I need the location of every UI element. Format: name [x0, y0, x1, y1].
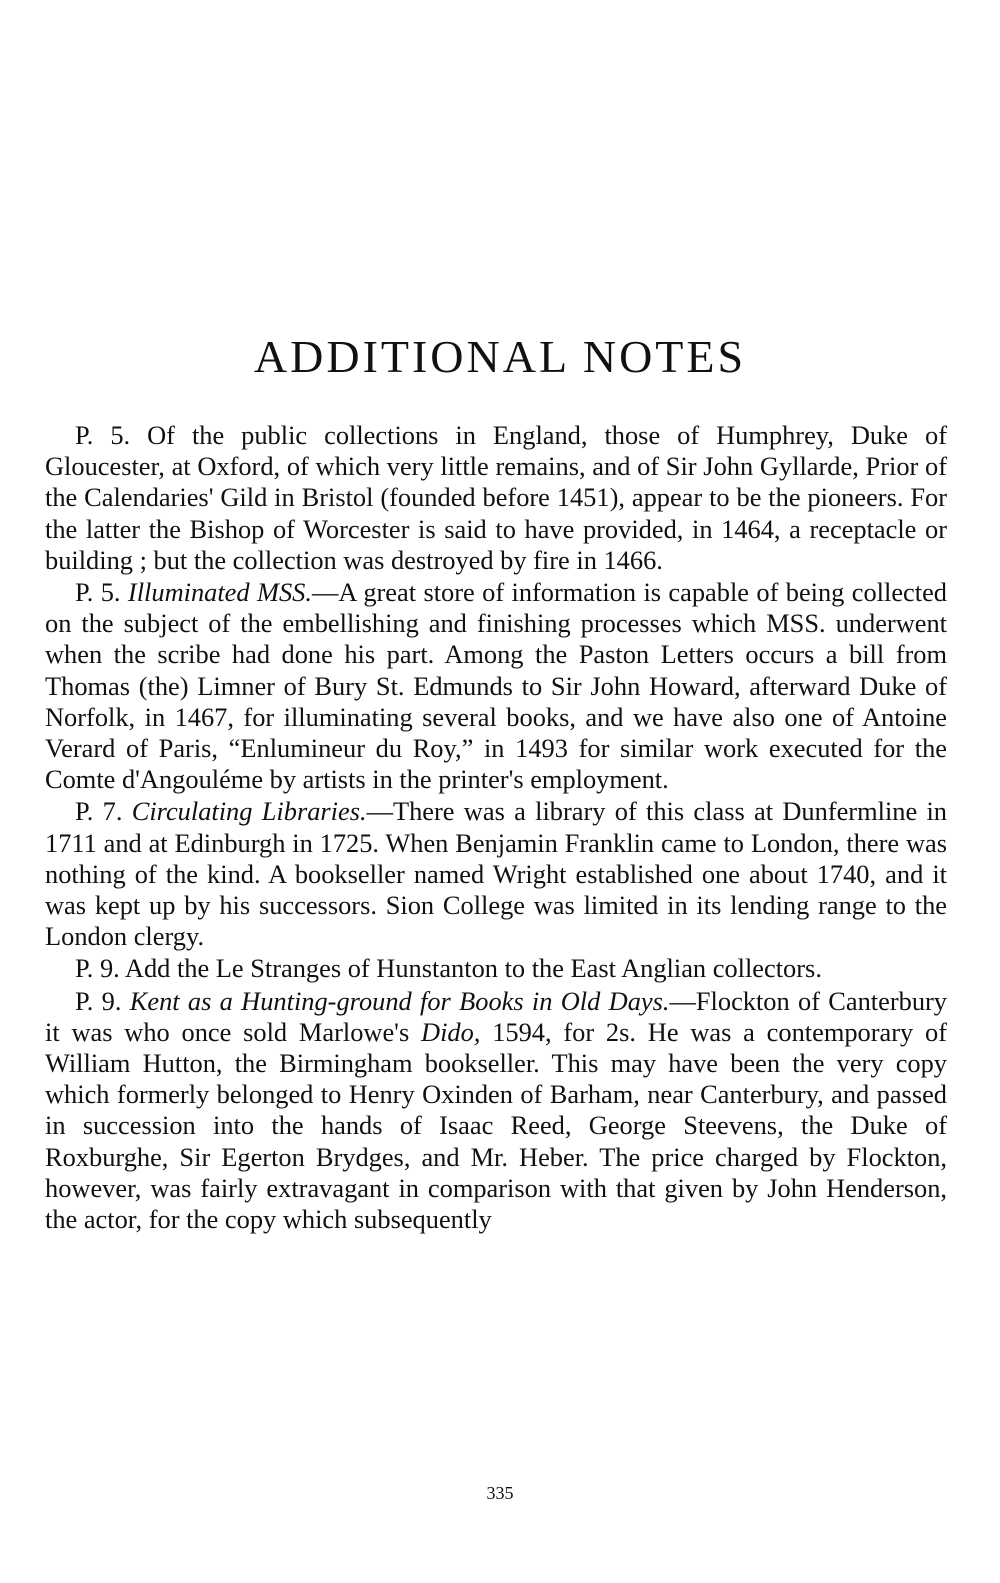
note-paragraph [45, 420, 947, 576]
note-text: —Flockton of Canterbury it was who once sold Marlowe's [45, 985, 947, 1047]
note-paragraph [45, 953, 947, 984]
note-ref: P. 9. [75, 985, 122, 1016]
note-paragraph [45, 796, 947, 952]
notes-body [45, 420, 947, 1236]
page-number: 335 [486, 1483, 514, 1503]
note-paragraph [45, 986, 947, 1236]
note-text: —A great store of information is capable of being collected on the subject of the embellishing and finishing processes which MSS. underwent when the scribe had done his part. Among the Paston Letters occurs a bill from Thomas (the) Limner of Bury St. Edmunds to Sir John Howard, afterward Duke of Norfolk, in 1467, for illuminating several books, and we have also one of Antoine Verard of Paris, “Enlumineur du Roy,” in 1493 for similar work executed for the Comte d'Angouléme by artists in the printer's employment. [45, 577, 947, 795]
page-title: ADDITIONAL NOTES [253, 331, 747, 382]
note-italic-title: Dido, [421, 1016, 481, 1047]
note-paragraph [45, 577, 947, 795]
note-ref: P. 7. [75, 796, 123, 827]
note-text: Add the Le Stranges of Hunstanton to the East Anglian collectors. [124, 953, 822, 984]
note-text: 1594, for 2s. He was a contemporary of William Hutton, the Birmingham bookseller. This may have been the very copy which formerly belonged to Henry Oxinden of Barham, near Canterbury, and passed in succession into the hands of Isaac Reed, George Steevens, the Duke of Roxburghe, Sir Egerton Brydges, and Mr. Heber. The price charged by Flockton, however, was fairly extravagant in comparison with that given by John Henderson, the actor, for the copy which subsequently [45, 1016, 948, 1235]
note-topic: Kent as a Hunting-ground for Books in Old Days. [129, 985, 670, 1016]
note-text: —There was a library of this class at Dunfermline in 1711 and at Edinburgh in 1725. When Benjamin Franklin came to London, there was nothing of the kind. A bookseller named Wright established one about 1740, and it was kept up by his successors. Sion College was limited in its lending range to the London clergy. [45, 796, 947, 952]
note-ref: P. 9. [75, 953, 120, 984]
note-ref: P. 5. [75, 420, 131, 450]
note-topic: Illuminated MSS. [127, 577, 312, 608]
note-ref: P. 5. [75, 577, 121, 608]
note-topic: Circulating Libraries. [131, 796, 367, 827]
note-text: Of the public collections in England, those of Humphrey, Duke of Gloucester, at Oxford, of which very little remains, and of Sir John Gyllarde, Prior of the Calendaries' Gild in Bristol (founded before 1451), appear to be the pioneers. For the latter the Bishop of Worcester is said to have provided, in 1464, a receptacle or building ; but the collection was destroyed by fire in 1466. [45, 420, 947, 575]
